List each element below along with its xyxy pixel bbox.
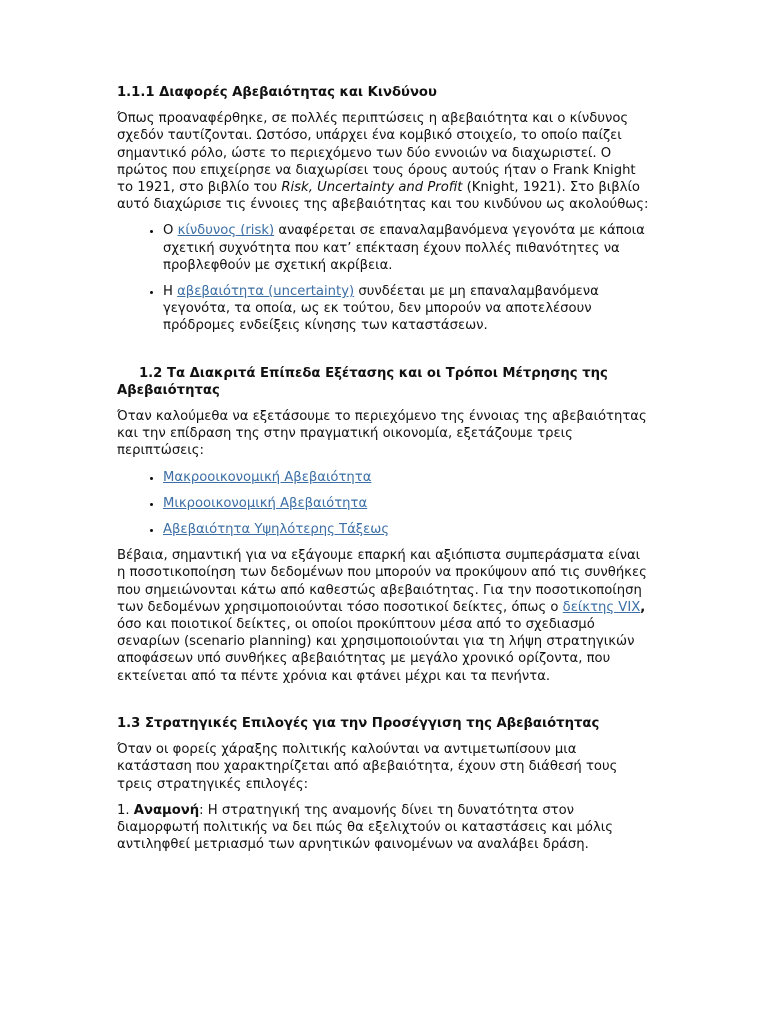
vix-index-link[interactable]: δείκτης VIX <box>562 599 641 615</box>
section-heading-1-2 <box>117 365 652 399</box>
paragraph-text: (Knight, 1921). Στο βιβλίο αυτό διαχώρισε τις έννοιες της αβεβαιότητας και του κινδύνου ως ακολούθως: <box>117 180 649 213</box>
list-item <box>163 495 652 512</box>
list-item-text: αναφέρεται σε επαναλαμβανόμενα γεγονότα με κάποια σχετική συχνότητα που κατ’ επέκταση έχουν πολλές πιθανότητες να προβλεφθούν με σχετική ακρίβεια. <box>163 223 645 273</box>
uncertainty-levels-list <box>117 469 652 539</box>
section-heading-1-1-1 <box>117 84 652 101</box>
paragraph-text: Βέβαια, σημαντική για να εξάγουμε επαρκή και αξιόπιστα συμπεράσματα είναι η ποσοτικοποίηση των δεδομένων που μπορούν να προκύψουν από τις συνθήκες που σημειώνονται κάτω από καθεστώς αβεβαιότητας. Για την ποσοτικοποίηση των δεδομένων χρησιμοποιούνται τόσο ποσοτικοί δείκτες, όπως ο <box>117 548 647 615</box>
paragraph-text: Όπως προαναφέρθηκε, σε πολλές περιπτώσεις η αβεβαιότητα και ο κίνδυνος σχεδόν ταυτίζονται. Ωστόσο, υπάρχει ένα κομβικό στοιχείο, το οποίο παίζει σημαντικό ρόλο, ώστε το περιεχόμενο των δύο εννοιών να διαχωριστεί. Ο πρώτος που επιχείρησε να διαχωρίσει τους όρους αυτούς ήταν ο Frank Knight το 1921, στο βιβλίο του <box>117 111 636 196</box>
micro-uncertainty-link[interactable]: Μικροοικονομική Αβεβαιότητα <box>163 495 368 511</box>
paragraph-measurement <box>117 547 652 685</box>
paragraph-text: , <box>640 599 646 615</box>
heading-text: 1.3 Στρατηγικές Επιλογές για την Προσέγγιση της Αβεβαιότητας <box>117 715 600 731</box>
paragraph-text: : Η στρατηγική της αναμονής δίνει τη δυνατότητα στον διαμορφωτή πολιτικής να δει πώς θα εξελιχτούν οι καταστάσεις και μόλις αντιληφθεί μετριασμό των αρνητικών φαινομένων να αναλάβει δράση. <box>117 802 613 853</box>
higher-order-uncertainty-link[interactable]: Αβεβαιότητα Υψηλότερης Τάξεως <box>163 522 390 538</box>
paragraph-strategy-waiting <box>117 802 652 854</box>
list-item <box>163 469 652 486</box>
list-item-text: Ο <box>163 223 178 239</box>
paragraph-knight <box>117 110 652 213</box>
item-number: 1. <box>117 802 134 818</box>
uncertainty-link[interactable]: αβεβαιότητα (uncertainty) <box>177 284 355 300</box>
document-page <box>117 84 652 862</box>
list-item <box>163 521 652 538</box>
risk-uncertainty-list <box>117 222 652 334</box>
heading-text: 1.1.1 Διαφορές Αβεβαιότητας και Κινδύνου <box>117 85 437 100</box>
book-title: Risk, Uncertainty and Profit <box>281 180 463 196</box>
macro-uncertainty-link[interactable]: Μακροοικονομική Αβεβαιότητα <box>163 469 372 485</box>
list-item-uncertainty <box>163 283 652 335</box>
section-heading-1-3 <box>117 715 652 732</box>
paragraph-text: όσο και ποιοτικοί δείκτες, οι οποίοι προκύπτουν μέσα από το σχεδιασμό σεναρίων (scenario planning) και χρησιμοποιούνται για τη λήψη στρατηγικών αποφάσεων υπό συνθήκες αβεβαιότητας με μεγάλο χρονικό ορίζοντα, που εκτείνεται από τα πέντε χρόνια και φτάνει μέχρι και τα πενήντα. <box>117 617 635 684</box>
paragraph-strategies-intro: Όταν οι φορείς χάραξης πολιτικής καλούνται να αντιμετωπίσουν μια κατάσταση που χαρακτηρίζεται από αβεβαιότητα, έχουν στη διάθεσή τους τρεις στρατηγικές επιλογές: <box>117 742 618 792</box>
paragraph-levels-intro: Όταν καλούμεθα να εξετάσουμε το περιεχόμενο της έννοιας της αβεβαιότητας και την επίδραση της στην πραγματική οικονομία, εξετάζουμε τρεις περιπτώσεις: <box>117 409 647 459</box>
list-item-text: συνδέεται με μη επαναλαμβανόμενα γεγονότα, τα οποία, ως εκ τούτου, δεν μπορούν να αποτελέσουν πρόδρομες ενδείξεις κίνησης των καταστάσεων. <box>163 284 599 334</box>
strategy-term: Αναμονή <box>133 802 200 818</box>
heading-text: 1.2 Τα Διακριτά Επίπεδα Εξέτασης και οι Τρόποι Μέτρησης της Αβεβαιότητας <box>117 365 608 398</box>
list-item-risk <box>163 222 652 274</box>
risk-link[interactable]: κίνδυνος (risk) <box>177 223 275 239</box>
list-item-text: Η <box>163 284 178 300</box>
